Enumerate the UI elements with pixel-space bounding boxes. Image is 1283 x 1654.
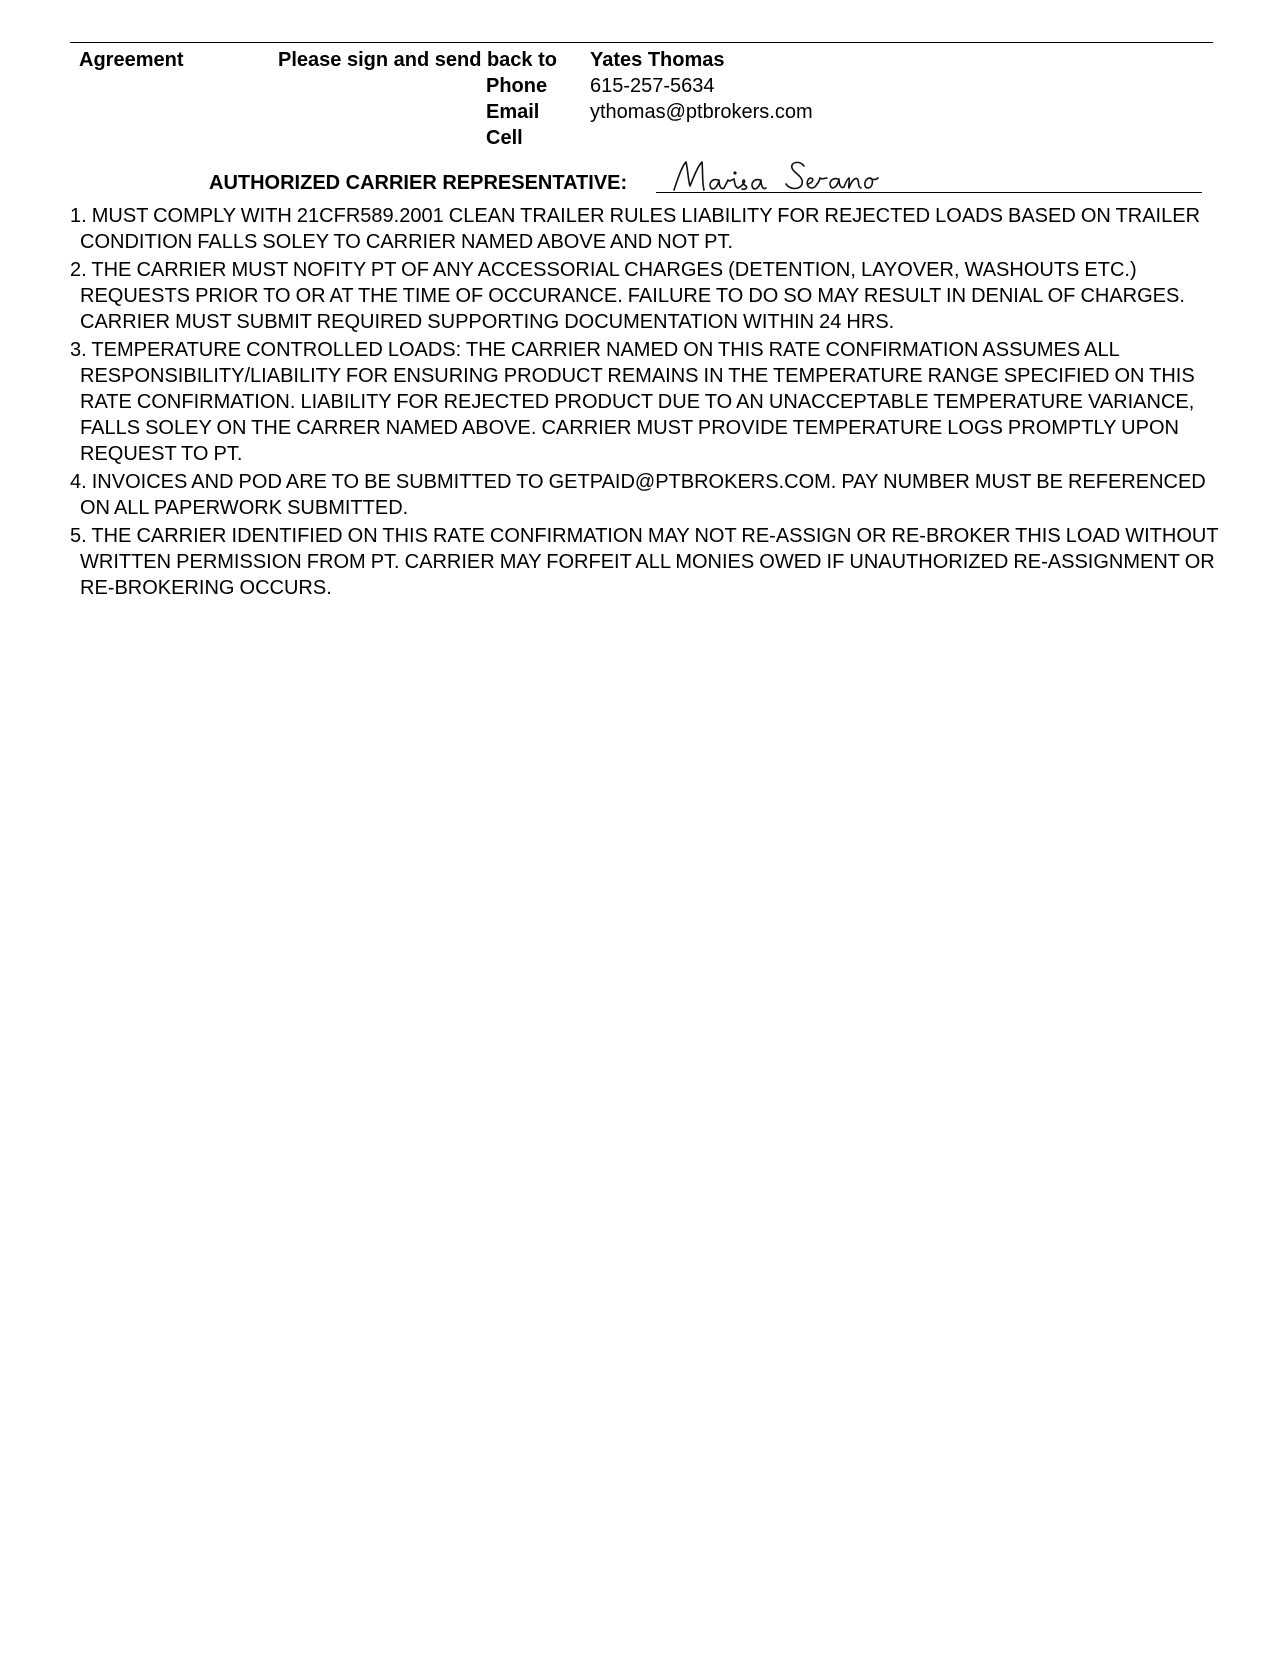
email-label: Email [486,101,540,123]
contact-name: Yates Thomas [590,49,725,71]
top-divider [70,42,1213,43]
term-item-2 [70,257,1220,335]
term-text: MUST COMPLY WITH 21CFR589.2001 CLEAN TRAILER RULES LIABILITY FOR REJECTED LOADS BASED ON TRAILER CONDITION FALLS SOLEY TO CARRIER NAMED ABOVE AND NOT PT. [80,205,1201,253]
email-value: ythomas@ptbrokers.com [590,101,813,123]
term-number: 2. [70,259,87,281]
term-text: TEMPERATURE CONTROLLED LOADS: THE CARRIER NAMED ON THIS RATE CONFIRMATION ASSUMES ALL RESPONSIBILITY/LIABILITY FOR ENSURING PRODUCT REMAINS IN THE TEMPERATURE RANGE SPECIFIED ON THIS RATE CONFIRMATION. LIABILITY FOR REJECTED PRODUCT DUE TO AN UNACCEPTABLE TEMPERATURE VARIANCE, FALLS SOLEY ON THE CARRER NAMED ABOVE. CARRIER MUST PROVIDE TEMPERATURE LOGS PROMPTLY UPON REQUEST TO PT. [80,339,1195,465]
phone-value: 615-257-5634 [590,75,715,97]
term-number: 3. [70,339,87,361]
handwritten-signature [668,156,908,196]
term-item-1 [70,203,1220,255]
cell-label: Cell [486,127,523,149]
terms-list [70,203,1220,603]
term-text: INVOICES AND POD ARE TO BE SUBMITTED TO GETPAID@PTBROKERS.COM. PAY NUMBER MUST BE REFERENCED ON ALL PAPERWORK SUBMITTED. [80,471,1206,519]
term-number: 5. [70,525,87,547]
term-text: THE CARRIER IDENTIFIED ON THIS RATE CONFIRMATION MAY NOT RE-ASSIGN OR RE-BROKER THIS LOAD WITHOUT WRITTEN PERMISSION FROM PT. CARRIER MAY FORFEIT ALL MONIES OWED IF UNAUTHORIZED RE-ASSIGNMENT OR RE-BROKERING OCCURS. [80,525,1219,599]
agreement-label: Agreement [79,49,184,71]
term-text: THE CARRIER MUST NOFITY PT OF ANY ACCESSORIAL CHARGES (DETENTION, LAYOVER, WASHOUTS ETC.) REQUESTS PRIOR TO OR AT THE TIME OF OCCURANCE. FAILURE TO DO SO MAY RESULT IN DENIAL OF CHARGES. CARRIER MUST SUBMIT REQUIRED SUPPORTING DOCUMENTATION WITHIN 24 HRS. [80,259,1185,333]
term-number: 1. [70,205,87,227]
term-item-3 [70,337,1220,467]
phone-label: Phone [486,75,548,97]
signature-line [656,192,1202,193]
term-item-4 [70,469,1220,521]
authorized-rep-label: AUTHORIZED CARRIER REPRESENTATIVE: [209,172,628,194]
term-item-5 [70,523,1220,601]
term-number: 4. [70,471,87,493]
send-back-label: Please sign and send back to [278,49,557,71]
